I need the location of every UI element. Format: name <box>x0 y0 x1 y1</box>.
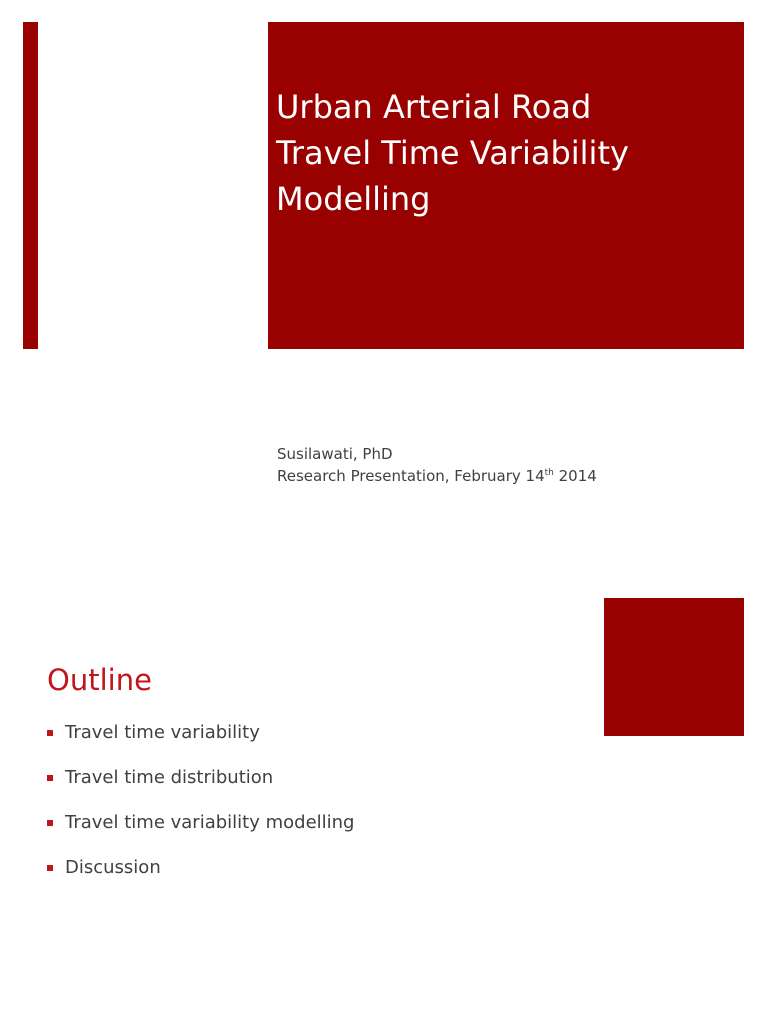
presentation-title <box>276 84 724 222</box>
event-info <box>277 465 597 487</box>
square-bullet-icon <box>47 820 53 826</box>
title-line-1: Urban Arterial Road <box>276 88 592 126</box>
author-name: Susilawati, PhD <box>277 445 393 463</box>
title-panel <box>268 22 744 349</box>
title-line-3: Modelling <box>276 180 431 218</box>
list-item-label: Discussion <box>65 857 161 878</box>
list-item <box>47 763 354 808</box>
title-line-2: Travel Time Variability <box>276 134 629 172</box>
list-item <box>47 808 354 853</box>
list-item <box>47 718 354 763</box>
outline-list <box>47 718 354 898</box>
event-date-text: Research Presentation, February 14 <box>277 467 545 485</box>
date-ordinal-suffix: th <box>544 468 554 478</box>
list-item <box>47 853 354 898</box>
list-item-label: Travel time distribution <box>65 767 274 788</box>
square-bullet-icon <box>47 775 53 781</box>
presentation-subtitle <box>277 443 597 487</box>
corner-accent-block <box>604 598 744 736</box>
list-item-label: Travel time variability <box>65 722 260 743</box>
square-bullet-icon <box>47 865 53 871</box>
outline-heading: Outline <box>47 663 152 697</box>
square-bullet-icon <box>47 730 53 736</box>
list-item-label: Travel time variability modelling <box>65 812 355 833</box>
event-year: 2014 <box>553 467 597 485</box>
left-accent-bar <box>23 22 38 349</box>
